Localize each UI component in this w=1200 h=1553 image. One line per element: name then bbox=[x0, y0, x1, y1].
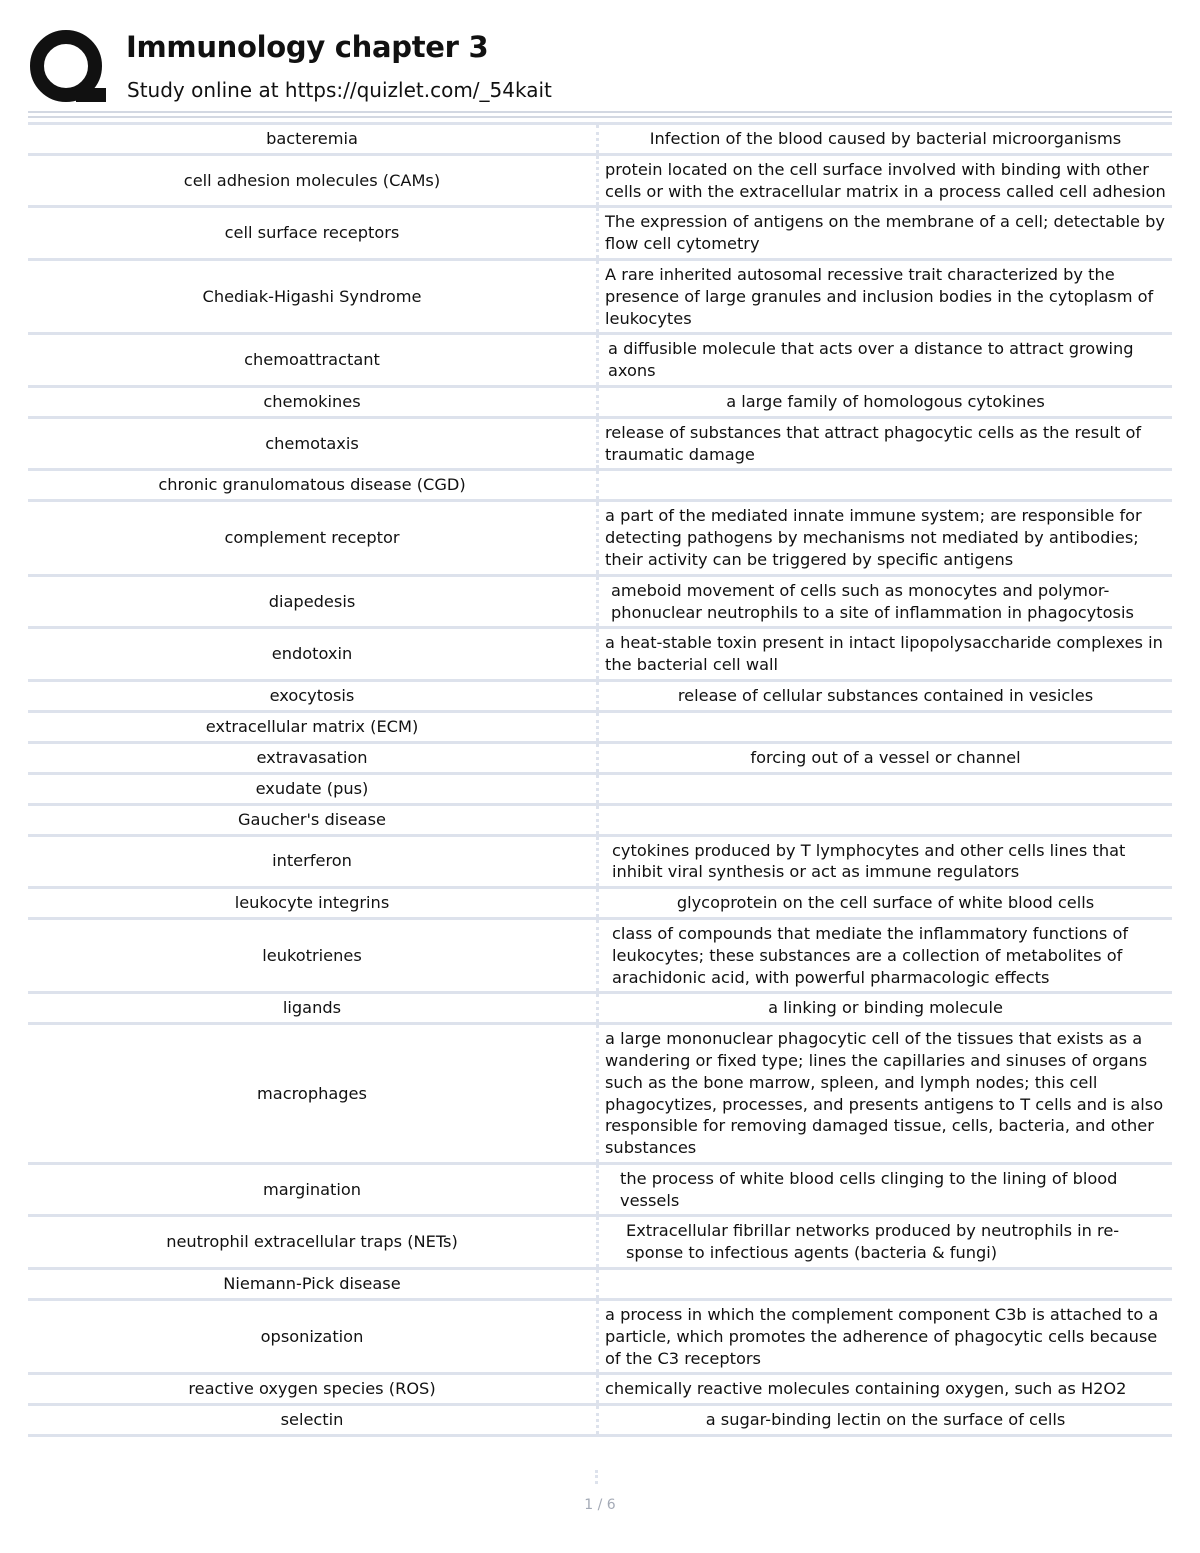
card-definition: a large mononuclear phagocytic cell of the tissues that exists as a wandering or fixed type; lines the capillaries and sinuses of organs such as the bone marrow, spleen, and lymph nodes; this cell phagocytizes, processes, and presents antigens to T cells and is also responsible for removing damaged tissue, cells, bacteria, and other substances bbox=[598, 1024, 1173, 1164]
card-term: Gaucher's disease bbox=[28, 804, 598, 835]
card-row bbox=[28, 124, 1172, 155]
card-term: chemoattractant bbox=[28, 334, 598, 387]
card-definition: class of compounds that mediate the inflammatory functions of leukocytes; these substances are a collection of metabolites of arachidonic acid, with powerful pharmacologic effects bbox=[598, 918, 1173, 992]
card-row bbox=[28, 154, 1172, 207]
card-row bbox=[28, 742, 1172, 773]
card-term: exocytosis bbox=[28, 680, 598, 711]
card-definition bbox=[598, 804, 1173, 835]
card-term: leukocyte integrins bbox=[28, 888, 598, 919]
card-term: Niemann-Pick disease bbox=[28, 1269, 598, 1300]
card-row bbox=[28, 835, 1172, 888]
card-term: endotoxin bbox=[28, 628, 598, 681]
card-term: ligands bbox=[28, 993, 598, 1024]
card-row bbox=[28, 888, 1172, 919]
card-term: chemotaxis bbox=[28, 417, 598, 470]
card-definition: cytokines produced by T lymphocytes and other cells lines that inhibit viral synthesis or act as immune regulators bbox=[598, 835, 1173, 888]
card-term: macrophages bbox=[28, 1024, 598, 1164]
card-definition: Extracellular fibrillar networks produced by neutrophils in re-sponse to infectious agents (bacteria & fungi) bbox=[598, 1216, 1173, 1269]
card-definition: the process of white blood cells clinging to the lining of blood vessels bbox=[598, 1163, 1173, 1216]
card-row bbox=[28, 1024, 1172, 1164]
page-number: 1 / 6 bbox=[584, 1497, 616, 1513]
card-row bbox=[28, 386, 1172, 417]
card-definition: a part of the mediated innate immune system; are responsible for detecting pathogens by mechanisms not mediated by antibodies; their activity can be triggered by specific antigens bbox=[598, 501, 1173, 575]
card-row bbox=[28, 993, 1172, 1024]
column-divider-stub bbox=[595, 1470, 598, 1484]
card-row bbox=[28, 334, 1172, 387]
card-term: margination bbox=[28, 1163, 598, 1216]
header-divider-secondary bbox=[28, 116, 1172, 118]
card-definition: The expression of antigens on the membrane of a cell; detectable by flow cell cytometry bbox=[598, 207, 1173, 260]
card-definition: a large family of homologous cytokines bbox=[598, 386, 1173, 417]
card-definition: a linking or binding molecule bbox=[598, 993, 1173, 1024]
card-definition bbox=[598, 470, 1173, 501]
card-definition: release of cellular substances contained in vesicles bbox=[598, 680, 1173, 711]
card-row bbox=[28, 628, 1172, 681]
document-title: Immunology chapter 3 bbox=[126, 30, 489, 64]
card-definition: a sugar-binding lectin on the surface of cells bbox=[598, 1405, 1173, 1436]
card-term: chemokines bbox=[28, 386, 598, 417]
card-term: neutrophil extracellular traps (NETs) bbox=[28, 1216, 598, 1269]
document-subtitle: Study online at https://quizlet.com/_54kait bbox=[127, 78, 552, 102]
card-definition bbox=[598, 773, 1173, 804]
card-definition: a process in which the complement component C3b is attached to a particle, which promotes the adherence of phagocytic cells because of the C3 receptors bbox=[598, 1300, 1173, 1374]
card-term: cell surface receptors bbox=[28, 207, 598, 260]
card-row bbox=[28, 501, 1172, 575]
card-row bbox=[28, 575, 1172, 628]
card-term: leukotrienes bbox=[28, 918, 598, 992]
card-row bbox=[28, 773, 1172, 804]
card-term: cell adhesion molecules (CAMs) bbox=[28, 154, 598, 207]
card-row bbox=[28, 1163, 1172, 1216]
card-definition bbox=[598, 711, 1173, 742]
card-row bbox=[28, 417, 1172, 470]
card-definition: ameboid movement of cells such as monocytes and polymor-phonuclear neutrophils to a site of inflammation in phagocytosis bbox=[598, 575, 1173, 628]
card-row bbox=[28, 1269, 1172, 1300]
header-divider bbox=[28, 111, 1172, 113]
card-row bbox=[28, 470, 1172, 501]
card-term: extracellular matrix (ECM) bbox=[28, 711, 598, 742]
card-term: reactive oxygen species (ROS) bbox=[28, 1374, 598, 1405]
card-term: complement receptor bbox=[28, 501, 598, 575]
card-row bbox=[28, 680, 1172, 711]
card-definition: release of substances that attract phagocytic cells as the result of traumatic damage bbox=[598, 417, 1173, 470]
card-definition: protein located on the cell surface involved with binding with other cells or with the extracellular matrix in a process called cell adhesion bbox=[598, 154, 1173, 207]
card-row bbox=[28, 1405, 1172, 1436]
flashcard-table bbox=[28, 122, 1172, 1437]
card-definition: a heat-stable toxin present in intact lipopolysaccharide complexes in the bacterial cell wall bbox=[598, 628, 1173, 681]
card-term: exudate (pus) bbox=[28, 773, 598, 804]
card-row bbox=[28, 1374, 1172, 1405]
card-term: opsonization bbox=[28, 1300, 598, 1374]
card-row bbox=[28, 1216, 1172, 1269]
card-row bbox=[28, 207, 1172, 260]
card-definition: chemically reactive molecules containing oxygen, such as H2O2 bbox=[598, 1374, 1173, 1405]
card-row bbox=[28, 918, 1172, 992]
card-definition: Infection of the blood caused by bacterial microorganisms bbox=[598, 124, 1173, 155]
card-term: Chediak-Higashi Syndrome bbox=[28, 259, 598, 333]
card-term: interferon bbox=[28, 835, 598, 888]
card-row bbox=[28, 804, 1172, 835]
card-definition bbox=[598, 1269, 1173, 1300]
card-definition: forcing out of a vessel or channel bbox=[598, 742, 1173, 773]
card-definition: A rare inherited autosomal recessive trait characterized by the presence of large granules and inclusion bodies in the cytoplasm of leukocytes bbox=[598, 259, 1173, 333]
card-term: bacteremia bbox=[28, 124, 598, 155]
card-term: extravasation bbox=[28, 742, 598, 773]
card-row bbox=[28, 1300, 1172, 1374]
card-term: diapedesis bbox=[28, 575, 598, 628]
quizlet-logo-icon bbox=[28, 28, 110, 110]
card-row bbox=[28, 259, 1172, 333]
card-row bbox=[28, 711, 1172, 742]
card-definition: glycoprotein on the cell surface of white blood cells bbox=[598, 888, 1173, 919]
card-term: chronic granulomatous disease (CGD) bbox=[28, 470, 598, 501]
card-term: selectin bbox=[28, 1405, 598, 1436]
document-header bbox=[0, 0, 1200, 118]
card-definition: a diffusible molecule that acts over a distance to attract growing axons bbox=[598, 334, 1173, 387]
